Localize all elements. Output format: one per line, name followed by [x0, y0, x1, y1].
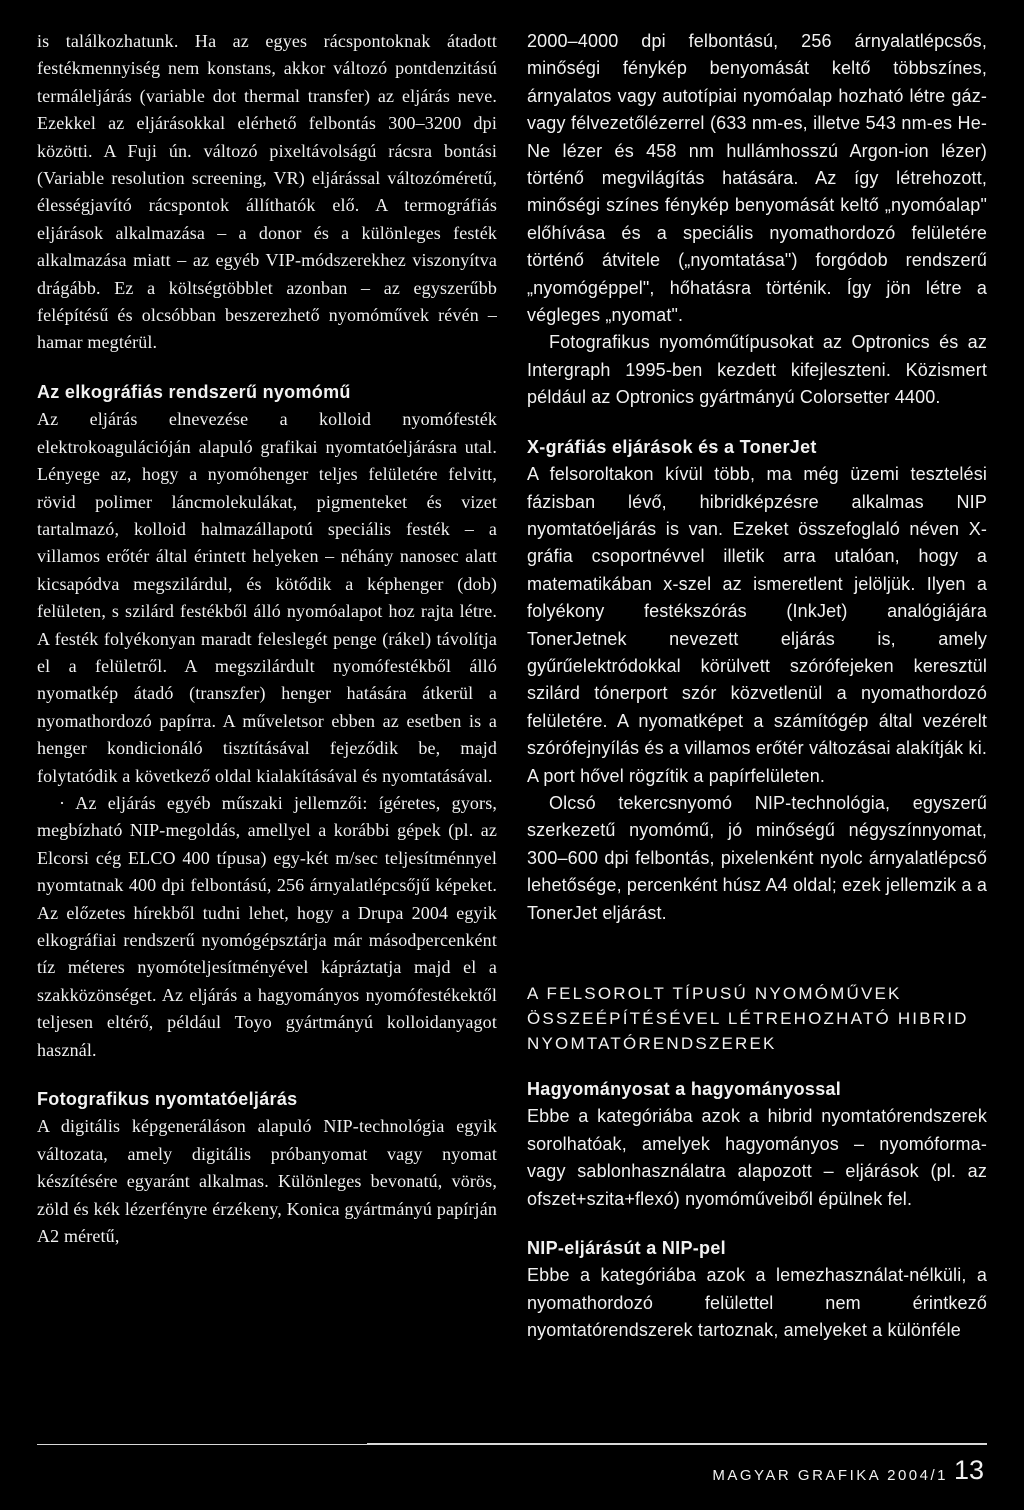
left-column [37, 28, 497, 1250]
left-paragraph-2: Az eljárás elnevezése a kolloid nyomófesték elektrokoagulációján alapuló grafikai nyomtatóeljárásra utal. Lényege az, hogy a nyomóhenger teljes felületére felvitt, rövid polimer láncmolekulákat, pigmenteket és vizet tartalmazó, kolloid halmazállapotú speciális festék – a villamos erőtér által érintett helyeken – néhány nanosec alatt kicsapódva megszilárdul, és kötődik a képhenger (dob) felületen, s szilárd festékből álló nyomóalapot hoz rajta létre. A festék folyékonyan maradt feleslegét penge (rákel) távolítja el a felületről. A megszilárdult nyomófestékből álló nyomatkép átadó (transzfer) henger hatására átkerül a nyomathordozó papírra. A műveletsor ebben az esetben is a henger kondicionáló tisztításával fejeződik be, majd folytatódik a következő oldal kialakításával és nyomtatásával. [37, 409, 497, 786]
footer-rule-gap [37, 1443, 367, 1444]
section-heading-hybrid: A FELSOROLT TÍPUSÚ NYOMÓMŰVEK ÖSSZEÉPÍTÉSÉVEL LÉTREHOZHATÓ HIBRID NYOMTATÓRENDSZEREK [527, 984, 969, 1053]
right-paragraph-1: 2000–4000 dpi felbontású, 256 árnyalatlépcsős, minőségi fénykép benyomását keltő többszínes, árnyalatos vagy autotípiai nyomóalap hozható létre gáz- vagy félvezetőlézerrel (633 nm-es, illetve 543 nm-es He-Ne lézer és 458 nm hullámhosszú Argon-ion lézer) történő megvilágítás hatására. Az így létrehozott, minőségi színes fénykép benyomását keltő „nyomóalap" előhívása és a speciális nyomathordozó felületére történő átvitele („nyomtatása") forgódob rendszerű „nyomógéppel", hőhatásra történik. Így jön létre a végleges „nyomat". [527, 31, 987, 326]
heading-elkografia: Az elkográfiás rendszerű nyomómű [37, 381, 351, 402]
left-paragraph-4: A digitális képgeneráláson alapuló NIP-technológia egyik változata, amely digitális próbanyomat vagy nyomat készítésére egyaránt alkalmas. Különleges bevonatú, vörös, zöld és kék lézerfényre érzékeny, Konica gyártmányú papírján A2 méretű, [37, 1116, 497, 1247]
right-paragraph-5: Ebbe a kategóriába azok a hibrid nyomtatórendszerek sorolhatóak, amelyek hagyományos – nyomóforma- vagy sablonhasználatra alapozott – eljárások (pl. az ofszet+szita+flexó) nyomóműveiből épülnek fel. [527, 1106, 987, 1209]
right-column [527, 28, 987, 1345]
page-number: 13 [953, 1455, 984, 1485]
heading-nip: NIP-eljárásút a NIP-pel [527, 1238, 726, 1259]
heading-hagyomanyos: Hagyományosat a hagyományossal [527, 1079, 842, 1099]
heading-xgrafia: X-gráfiás eljárások és a TonerJet [527, 436, 817, 457]
right-paragraph-6: Ebbe a kategóriába azok a lemezhasználat-nélküli, a nyomathordozó felülettel nem érintkező nyomtatórendszerek tartoznak, amelyeket a különféle [527, 1265, 987, 1341]
right-paragraph-3: A felsoroltakon kívül több, ma még üzemi tesztelési fázisban lévő, hibridképzésre alkalmas NIP nyomtatóeljárás is van. Ezeket összefoglaló néven X-gráfia csoportnévvel illetik arra utalóan, hogy a matematikában x-szel az ismeretlent jelöljük. Ilyen a folyékony festékszórás (InkJet) analógiájára TonerJetnek nevezett eljárás is, amely gyűrűelektródokkal körülvett szórófejeken keresztül szilárd tónerport szór közvetlenül a nyomathordozó felületére. A nyomatképet a számítógép által vezérelt szórófejnyílás és a villamos erőtér változásai alakítják ki. A port hővel rögzítik a papírfelületen. [527, 464, 987, 786]
footer-magazine-title: MAGYAR GRAFIKA 2004/1 [712, 1467, 948, 1484]
left-paragraph-3: · Az eljárás egyéb műszaki jellemzői: ígéretes, gyors, megbízható NIP-megoldás, amellyel a korábbi gépek (pl. az Elcorsi cég ELCO 400 típusa) egy-két m/sec teljesítménnyel nyomtatnak 400 dpi felbontású, 256 árnyalatlépcsőjű képeket. Az előzetes hírekből tudni lehet, hogy a Drupa 2004 egyik elkográfiai rendszerű nyomógépsztárja már másodpercenként tíz méteres nyomóteljesítményével kápráztatja majd el a szakközönséget. Az eljárás a hagyományos nyomófestékektől teljesen eltérő, például Toyo gyártmányú kolloidanyagot használ. [37, 792, 497, 1060]
right-paragraph-2: Fotografikus nyomóműtípusokat az Optronics és az Intergraph 1995-ben kezdett kifejleszteni. Közismert például az Optronics gyártmányú Colorsetter 4400. [527, 332, 987, 408]
left-paragraph-1: is találkozhatunk. Ha az egyes rácspontoknak átadott festékmennyiség nem konstans, akkor változó pontdenzitású termáleljárás (variable dot thermal transfer) az eljárás neve. Ezekkel az eljárásokkal elérhető felbontás 300–3200 dpi közötti. A Fuji ún. változó pixeltávolságú rácsra bontási (Variable resolution screening, VR) eljárással változóméretű, élességjavító rácspontok állíthatók elő. A termográfiás eljárások alkalmazása – a donor és a különleges festék alkalmazása miatt – az egyéb VIP-módszerekhez viszonyítva drágább. Ez a költségtöbblet azonban – az egyszerűbb felépítésű és olcsóbban beszerezhető nyomóművek révén – hamar megtérül. [37, 31, 497, 353]
right-paragraph-4: Olcsó tekercsnyomó NIP-technológia, egyszerű szerkezetű nyomómű, jó minőségű négyszínnyomat, 300–600 dpi felbontás, pixelenként nyolc árnyalatlépcső lehetősége, percenként húsz A4 oldal; ezek jellemzik a a TonerJet eljárást. [527, 792, 987, 923]
heading-fotografikus: Fotografikus nyomtatóeljárás [37, 1089, 298, 1110]
